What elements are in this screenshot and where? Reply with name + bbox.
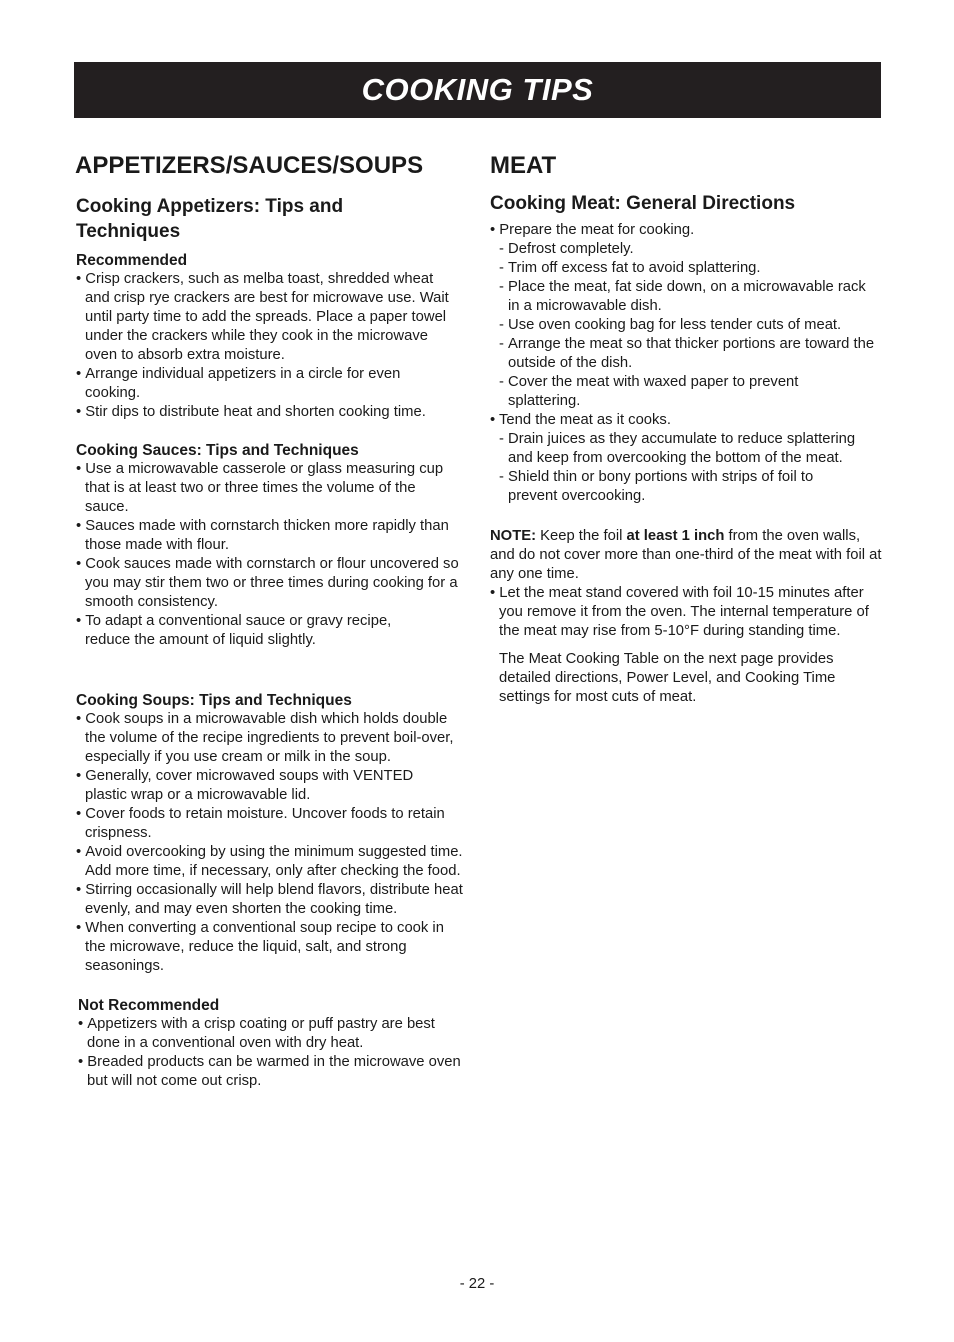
subheading-appetizers: Cooking Appetizers: Tips and Techniques bbox=[76, 196, 344, 242]
list-item: - Cover the meat with waxed paper to prevent splattering. bbox=[490, 373, 848, 411]
list-item: - Shield thin or bony portions with strips of foil to prevent overcooking. bbox=[490, 468, 858, 506]
list-item: • Cook soups in a microwavable dish which holds double the volume of the recipe ingredients to prevent boil-over, especially if you use cream or milk in the soup. bbox=[76, 710, 468, 767]
prepare-list bbox=[490, 240, 876, 411]
sauces-title: Cooking Sauces: Tips and Techniques bbox=[76, 442, 359, 459]
left-column bbox=[76, 150, 476, 1091]
list-item: - Place the meat, fat side down, on a microwavable rack in a microwavable dish. bbox=[490, 278, 868, 316]
list-item: - Arrange the meat so that thicker portions are toward the outside of the dish. bbox=[490, 335, 876, 373]
list-item: - Use oven cooking bag for less tender cuts of meat. bbox=[490, 316, 876, 335]
list-item: • Stir dips to distribute heat and shorten cooking time. bbox=[76, 403, 468, 422]
subheading-meat: Cooking Meat: General Directions bbox=[490, 193, 796, 214]
section-heading-appetizers: APPETIZERS/SAUCES/SOUPS bbox=[75, 152, 424, 179]
list-item: • Appetizers with a crisp coating or puff pastry are best done in a conventional oven with dry heat. bbox=[78, 1015, 470, 1053]
recommended-title: Recommended bbox=[76, 252, 188, 269]
title-banner bbox=[74, 62, 881, 118]
list-item: • When converting a conventional soup recipe to cook in the microwave, reduce the liquid, salt, and strong seasonings. bbox=[76, 919, 468, 976]
list-item: • Tend the meat as it cooks. bbox=[490, 412, 671, 428]
list-item: • Let the meat stand covered with foil 10-15 minutes after you remove it from the oven. The internal temperature of the meat may rise from 5-10°F during standing time. bbox=[490, 584, 876, 641]
soups-title: Cooking Soups: Tips and Techniques bbox=[76, 692, 352, 709]
list-item: • Breaded products can be warmed in the microwave oven but will not come out crisp. bbox=[78, 1053, 470, 1091]
table-reference: The Meat Cooking Table on the next page provides detailed directions, Power Level, and Cooking Time settings for most cuts of meat. bbox=[499, 651, 836, 705]
page-title: COOKING TIPS bbox=[361, 72, 594, 107]
soups-list bbox=[76, 710, 468, 976]
list-item: • Cover foods to retain moisture. Uncover foods to retain crispness. bbox=[76, 805, 445, 843]
prepare-block bbox=[490, 221, 885, 506]
note-text: from the oven walls, and do not cover more than one-third of the meat with foil at any one time. bbox=[490, 528, 882, 582]
list-item: • Arrange individual appetizers in a circle for even cooking. bbox=[76, 365, 445, 403]
recommended-list bbox=[76, 270, 468, 422]
note-paragraph bbox=[490, 527, 882, 584]
page-number: - 22 - bbox=[459, 1276, 495, 1292]
note-text: Keep the foil bbox=[536, 528, 627, 544]
list-item: • To adapt a conventional sauce or gravy recipe, reduce the amount of liquid slightly. bbox=[76, 612, 435, 650]
list-item: - Trim off excess fat to avoid splattering. bbox=[490, 259, 876, 278]
sauces-list bbox=[76, 460, 472, 650]
list-item: • Prepare the meat for cooking. bbox=[490, 222, 695, 238]
list-item: • Use a microwavable casserole or glass measuring cup that is at least two or three times the volume of the sauce. bbox=[76, 460, 457, 517]
tend-lead: Tend the meat as it cooks. bbox=[499, 412, 671, 428]
stand-list bbox=[490, 584, 876, 641]
section-heading-meat: MEAT bbox=[490, 152, 557, 179]
list-item: - Defrost completely. bbox=[490, 240, 876, 259]
list-item: • Stirring occasionally will help blend flavors, distribute heat evenly, and may even shorten the cooking time. bbox=[76, 881, 468, 919]
list-item: - Drain juices as they accumulate to reduce splattering and keep from overcooking the bottom of the meat. bbox=[490, 430, 876, 468]
not-recommended-list bbox=[78, 1015, 470, 1091]
right-column bbox=[490, 150, 885, 707]
list-item: • Cook sauces made with cornstarch or flour uncovered so you may stir them two or three times during cooking for a smooth consistency. bbox=[76, 555, 472, 612]
list-item: • Avoid overcooking by using the minimum suggested time. Add more time, if necessary, only after checking the food. bbox=[76, 843, 468, 881]
not-recommended-title: Not Recommended bbox=[78, 997, 220, 1014]
list-item: • Sauces made with cornstarch thicken more rapidly than those made with flour. bbox=[76, 517, 457, 555]
tend-list bbox=[490, 430, 876, 506]
list-item: • Crisp crackers, such as melba toast, shredded wheat and crisp rye crackers are best for microwave use. Wait until party time to add the spreads. Place a paper towel under the crackers while they cook in the microwave oven to absorb extra moisture. bbox=[76, 270, 455, 365]
note-emphasis: at least 1 inch bbox=[626, 528, 725, 544]
note-label: NOTE: bbox=[490, 528, 537, 544]
list-item: • Generally, cover microwaved soups with VENTED plastic wrap or a microwavable lid. bbox=[76, 767, 455, 805]
prepare-lead: Prepare the meat for cooking. bbox=[499, 222, 695, 238]
